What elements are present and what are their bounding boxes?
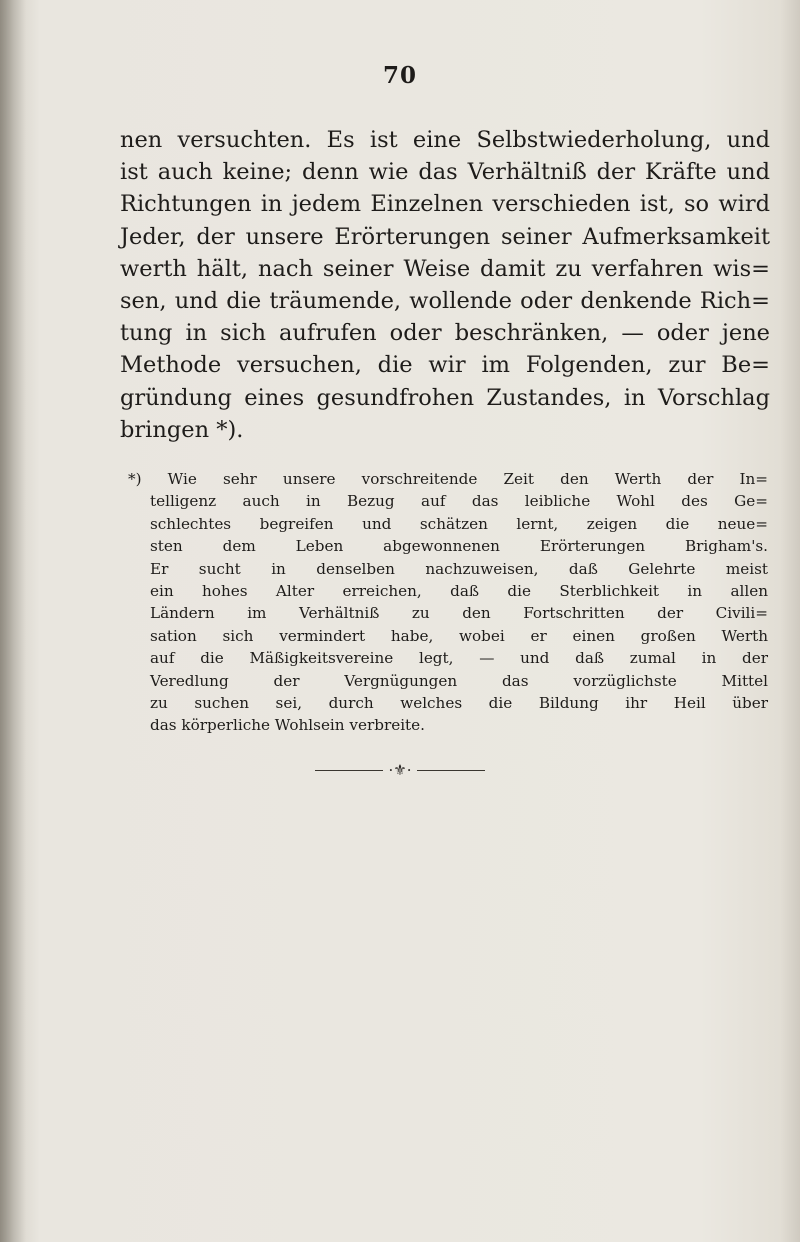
footnote-line: sten dem Leben abgewonnenen Erörterungen Brigham's. <box>150 537 768 556</box>
page-number: 70 <box>382 62 417 89</box>
footnote-line: Er sucht in denselben nachzuweisen, daß Gelehrte meist <box>150 559 768 578</box>
footnote <box>128 468 768 737</box>
footnote-line: sation sich vermindert habe, wobei er einen großen Werth <box>150 626 768 645</box>
main-paragraph <box>120 124 770 446</box>
paragraph-line: werth hält, nach seiner Weise damit zu verfahren wis= <box>120 255 770 282</box>
paragraph-line: gründung eines gesundfrohen Zustandes, in Vorschlag <box>120 384 770 411</box>
footnote-line: Ländern im Verhältniß zu den Fortschritten der Civili= <box>150 604 768 623</box>
footnote-line: zu suchen sei, durch welches die Bildung ihr Heil über <box>150 694 768 713</box>
paragraph-line: Richtungen in jedem Einzelnen verschieden ist, so wird <box>120 191 770 218</box>
footnote-line: telligenz auch in Bezug auf das leibliche Wohl des Ge= <box>150 492 768 511</box>
paragraph-line: bringen *). <box>120 416 244 443</box>
paragraph-line: nen versuchten. Es ist eine Selbstwiederholung, und <box>120 127 770 153</box>
footnote-line: ein hohes Alter erreichen, daß die Sterblichkeit in allen <box>150 582 768 601</box>
paragraph-line: ist auch keine; denn wie das Verhältniß der Kräfte und <box>120 159 770 186</box>
ornament-rule-right <box>417 770 485 771</box>
section-end-ornament <box>0 760 800 780</box>
footnote-line: Veredlung der Vergnügungen das vorzüglichste Mittel <box>150 671 768 690</box>
paragraph-line: Jeder, der unsere Erörterungen seiner Aufmerksamkeit <box>120 223 770 250</box>
binding-gutter-shadow <box>0 0 26 1242</box>
footnote-line: *) Wie sehr unsere vorschreitende Zeit den Werth der In= <box>128 470 768 488</box>
paragraph-line: sen, und die träumende, wollende oder denkende Rich= <box>120 288 770 315</box>
ornament-rule-left <box>315 770 383 771</box>
paragraph-line: Methode versuchen, die wir im Folgenden, zur Be= <box>120 352 770 379</box>
footnote-line: auf die Mäßigkeitsvereine legt, — und daß zumal in der <box>150 649 768 668</box>
footnote-line: schlechtes begreifen und schätzen lernt, zeigen die neue= <box>150 514 768 533</box>
paragraph-line: tung in sich aufrufen oder beschränken, — oder jene <box>120 320 770 347</box>
footnote-line: das körperliche Wohlsein verbreite. <box>150 716 425 735</box>
fleuron-icon: ·⚜· <box>388 761 412 779</box>
